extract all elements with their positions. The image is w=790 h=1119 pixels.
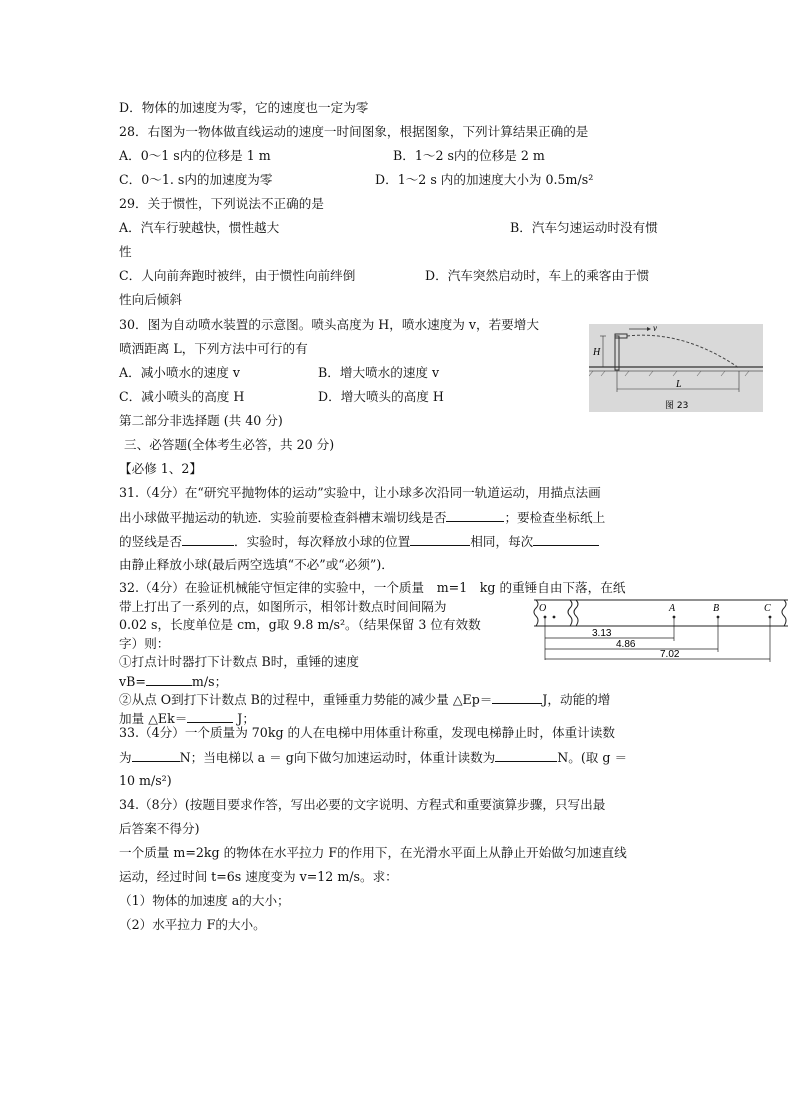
label-h: H <box>593 347 601 358</box>
q30-stem-cont: 喷洒距离 L，下列方法中可行的有 <box>119 341 308 356</box>
q31-line3: 的竖线是否 ．实验时，每次释放小球的位置 相同，每次 <box>119 531 599 552</box>
q28-stem: 28．右图为一物体做直线运动的速度一时间图象，根据图象，下列计算结果正确的是 <box>119 124 589 139</box>
q28-option-b: B．1～2 s内的位移是 2 m <box>393 148 545 163</box>
q34-line3: 一个质量 m=2kg 的物体在水平拉力 F的作用下，在光滑水平面上从静止开始做匀加速直线 <box>119 845 627 860</box>
q30-option-b: B．增大喷水的速度 v <box>318 365 440 380</box>
q29-option-d-cont: 性向后倾斜 <box>119 292 182 307</box>
q32-line8: 加量 △Ek＝ J； <box>119 708 255 729</box>
figure-caption: 图 23 <box>665 401 689 411</box>
q27-option-d: D．物体的加速度为零，它的速度也一定为零 <box>119 100 369 115</box>
point-o: O <box>539 603 547 614</box>
q29-option-c: C．人向前奔跑时被绊，由于惯性向前绊倒 <box>119 268 356 283</box>
q31-line4: 由静止释放小球(最后两空选填“不必”或“必须”)． <box>119 557 394 572</box>
q33-line2: 为 N；当电梯以 a ＝ g向下做匀加速运动时，体重计读数为 N。(取 g ＝ <box>119 747 627 768</box>
q29-option-a: A．汽车行驶越快，惯性越大 <box>119 220 280 235</box>
distance-oc: 7.02 <box>660 649 680 660</box>
q28-option-d: D．1～2 s 内的加速度大小为 0.5m/s² <box>375 172 594 187</box>
point-b: B <box>713 603 720 614</box>
label-l: L <box>676 379 682 390</box>
q32-line1: 32.（4分）在验证机械能守恒定律的实验中，一个质量 m=1 kg 的重锤自由下落，在纸 <box>119 580 626 595</box>
answer-blank[interactable] <box>533 531 599 546</box>
q34-line2: 后答案不得分) <box>119 821 200 836</box>
point-a: A <box>669 603 676 614</box>
q29-stem: 29．关于惯性，下列说法不正确的是 <box>119 196 324 211</box>
q28-option-c: C．0～1. s内的加速度为零 <box>119 172 273 187</box>
answer-blank[interactable] <box>182 531 234 546</box>
answer-blank[interactable] <box>446 507 504 522</box>
q32-line2: 带上打出了一系列的点，如图所示，相邻计数点时间间隔为 <box>119 599 447 614</box>
q29-option-d: D．汽车突然启动时，车上的乘客由于惯 <box>425 268 650 283</box>
part2-title: 第二部分非选择题 (共 40 分) <box>119 413 283 428</box>
q34-sub2: （2）水平拉力 F的大小。 <box>119 917 266 932</box>
answer-blank[interactable] <box>410 531 470 546</box>
label-v: v <box>653 324 657 333</box>
q31-line1: 31.（4分）在“研究平抛物体的运动”实验中，让小球多次沿同一轨道运动，用描点法画 <box>119 485 601 500</box>
q32-line4: 字）则： <box>119 636 170 651</box>
q32-line6: vB= m/s； <box>119 671 227 692</box>
distance-oa: 3.13 <box>592 628 612 639</box>
q28-option-a: A．0～1 s内的位移是 1 m <box>119 148 271 163</box>
point-c: C <box>764 603 771 614</box>
answer-blank[interactable] <box>492 689 542 704</box>
q29-option-b-cont: 性 <box>119 244 132 259</box>
paper-tape-diagram <box>530 596 790 664</box>
q33-line1: 33.（4分）一个质量为 70kg 的人在电梯中用体重计称重，发现电梯静止时，体重计读数 <box>119 725 615 740</box>
section3-title: 三、必答题(全体考生必答，共 20 分) <box>124 437 335 452</box>
q34-line1: 34.（8分）(按题目要求作答，写出必要的文字说明、方程式和重要演算步骤，只写出最 <box>119 797 606 812</box>
sprinkler-figure <box>589 324 763 412</box>
q32-line7: ②从点 O到打下计数点 B的过程中，重锤重力势能的减少量 △Ep＝ J，动能的增 <box>119 689 610 710</box>
answer-blank[interactable] <box>132 747 180 762</box>
q30-option-a: A．减小喷水的速度 v <box>119 365 240 380</box>
q31-line2: 出小球做平抛运动的轨迹．实验前要检查斜槽末端切线是否 ；要检查坐标纸上 <box>119 507 605 528</box>
q33-line3: 10 m/s²) <box>119 773 172 788</box>
answer-blank[interactable] <box>146 671 192 686</box>
q30-stem: 30．图为自动喷水装置的示意图。喷头高度为 H，喷水速度为 v，若要增大 <box>119 317 539 332</box>
q30-option-d: D．增大喷头的高度 H <box>318 389 444 404</box>
answer-blank[interactable] <box>495 747 557 762</box>
distance-ob: 4.86 <box>616 639 636 650</box>
sprinkler-diagram <box>589 324 763 412</box>
q32-line3: 0.02 s，长度单位是 cm，g取 9.8 m/s²。（结果保留 3 位有效数 <box>119 617 481 632</box>
module-label: 【必修 1、2】 <box>119 461 202 476</box>
answer-blank[interactable] <box>187 708 233 723</box>
q30-option-c: C．减小喷头的高度 H <box>119 389 245 404</box>
q34-line4: 运动，经过时间 t=6s 速度变为 v=12 m/s。求： <box>119 869 398 884</box>
q29-option-b: B．汽车匀速运动时没有惯 <box>510 220 658 235</box>
q32-line5: ①打点计时器打下计数点 B时，重锤的速度 <box>119 654 359 669</box>
paper-tape-figure <box>530 596 790 664</box>
q34-sub1: （1）物体的加速度 a的大小； <box>119 893 290 908</box>
